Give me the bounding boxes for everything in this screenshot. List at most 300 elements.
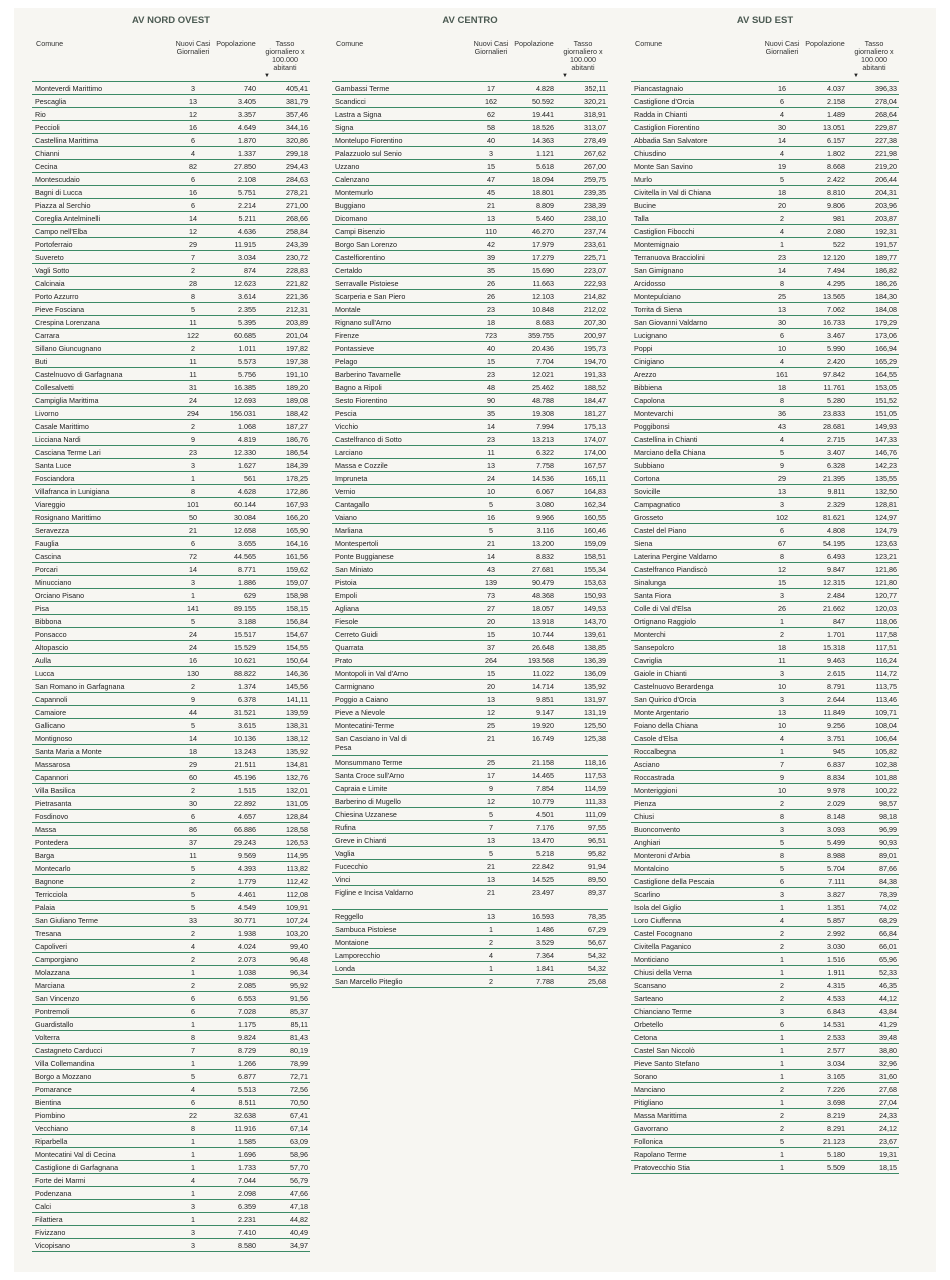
cell-nuovi-casi: 10: [778, 786, 786, 795]
cell-tasso: 197,38: [286, 357, 308, 366]
table-row: [32, 1057, 310, 1070]
table-row: [631, 316, 899, 329]
cell-nuovi-casi: 16: [487, 513, 495, 522]
cell-popolazione: 22.842: [532, 862, 554, 871]
cell-comune: Vernio: [335, 487, 356, 496]
cell-comune: Capannoli: [35, 695, 68, 704]
cell-comune: Cecina: [35, 162, 58, 171]
table-row: [631, 1057, 899, 1070]
cell-popolazione: 359.755: [528, 331, 554, 340]
cell-popolazione: 11.761: [823, 383, 845, 392]
cell-comune: Rufina: [335, 823, 356, 832]
cell-nuovi-casi: 2: [191, 786, 195, 795]
table-row: [631, 1135, 899, 1148]
cell-tasso: 97,55: [588, 823, 606, 832]
cell-popolazione: 97.842: [823, 370, 845, 379]
cell-popolazione: 22.892: [234, 799, 256, 808]
table-row: [32, 316, 310, 329]
cell-tasso: 167,93: [286, 500, 308, 509]
table-row: [631, 1161, 899, 1174]
cell-tasso: 238,10: [584, 214, 606, 223]
cell-tasso: 123,63: [875, 539, 897, 548]
header-popolazione[interactable]: Popolazione: [805, 39, 845, 48]
cell-nuovi-casi: 47: [487, 175, 495, 184]
cell-popolazione: 18.526: [532, 123, 554, 132]
cell-tasso: 228,83: [286, 266, 308, 275]
cell-popolazione: 6.843: [827, 1007, 845, 1016]
header-nuovi-casi[interactable]: Nuovi Casi Giornalieri: [473, 39, 509, 56]
cell-tasso: 54,32: [588, 951, 606, 960]
cell-popolazione: 9.811: [827, 487, 845, 496]
cell-popolazione: 1.068: [238, 422, 256, 431]
cell-nuovi-casi: 1: [780, 955, 784, 964]
cell-comune: Ponte Buggianese: [335, 552, 394, 561]
cell-nuovi-casi: 24: [189, 396, 197, 405]
cell-comune: Sesto Fiorentino: [335, 396, 388, 405]
cell-comune: Chianni: [35, 149, 60, 158]
cell-popolazione: 2.533: [827, 1033, 845, 1042]
cell-comune: Porto Azzurro: [35, 292, 79, 301]
cell-comune: Orbetello: [634, 1020, 664, 1029]
cell-nuovi-casi: 29: [189, 760, 197, 769]
cell-popolazione: 27.850: [234, 162, 256, 171]
cell-tasso: 184,08: [875, 305, 897, 314]
table-row: [332, 769, 608, 782]
cell-popolazione: 8.511: [238, 1098, 256, 1107]
table-row: [32, 1135, 310, 1148]
cell-tasso: 156,84: [286, 617, 308, 626]
cell-popolazione: 45.196: [234, 773, 256, 782]
cell-popolazione: 10.779: [532, 797, 554, 806]
sort-down-icon[interactable]: ▼: [264, 73, 270, 79]
cell-nuovi-casi: 43: [487, 565, 495, 574]
cell-nuovi-casi: 2: [780, 929, 784, 938]
table-row: [631, 407, 899, 420]
cell-popolazione: 19.920: [532, 721, 554, 730]
table-row: [631, 940, 899, 953]
table-row: [631, 173, 899, 186]
cell-tasso: 186,54: [286, 448, 308, 457]
cell-popolazione: 12.330: [234, 448, 256, 457]
cell-tasso: 405,41: [286, 84, 308, 93]
cell-comune: Santa Croce sull'Arno: [335, 771, 405, 780]
cell-comune: Pietrasanta: [35, 799, 72, 808]
cell-comune: Montemurlo: [335, 188, 373, 197]
cell-popolazione: 14.363: [532, 136, 554, 145]
cell-comune: Colle di Val d'Elsa: [634, 604, 692, 613]
cell-popolazione: 14.531: [823, 1020, 845, 1029]
cell-nuovi-casi: 4: [780, 734, 784, 743]
cell-comune: Pontassieve: [335, 344, 375, 353]
cell-popolazione: 89.155: [234, 604, 256, 613]
header-comune[interactable]: Comune: [336, 39, 364, 48]
cell-comune: Pratovecchio Stia: [634, 1163, 690, 1172]
cell-popolazione: 2.577: [827, 1046, 845, 1055]
cell-popolazione: 5.756: [238, 370, 256, 379]
table-row: [631, 212, 899, 225]
cell-tasso: 181,27: [584, 409, 606, 418]
cell-popolazione: 5.460: [536, 214, 554, 223]
cell-comune: Ponsacco: [35, 630, 67, 639]
table-row: [631, 459, 899, 472]
cell-comune: Portoferraio: [35, 240, 73, 249]
cell-popolazione: 874: [244, 266, 256, 275]
cell-nuovi-casi: 5: [780, 1137, 784, 1146]
cell-nuovi-casi: 35: [487, 266, 495, 275]
table-row: [631, 147, 899, 160]
cell-tasso: 78,39: [879, 890, 897, 899]
cell-nuovi-casi: 9: [780, 773, 784, 782]
cell-nuovi-casi: 39: [487, 253, 495, 262]
sort-down-icon[interactable]: ▼: [853, 73, 859, 79]
table-row: [332, 795, 608, 808]
cell-tasso: 108,04: [875, 721, 897, 730]
cell-tasso: 258,84: [286, 227, 308, 236]
cell-nuovi-casi: 58: [487, 123, 495, 132]
cell-nuovi-casi: 6: [191, 175, 195, 184]
cell-nuovi-casi: 5: [489, 849, 493, 858]
cell-nuovi-casi: 23: [487, 305, 495, 314]
table-row: [332, 680, 608, 693]
table-row: [32, 927, 310, 940]
cell-popolazione: 3.407: [827, 448, 845, 457]
cell-tasso: 207,30: [584, 318, 606, 327]
table-row: [332, 975, 608, 988]
cell-tasso: 89,37: [588, 888, 606, 897]
cell-nuovi-casi: 102: [776, 513, 788, 522]
cell-popolazione: 522: [833, 240, 845, 249]
cell-tasso: 146,36: [286, 669, 308, 678]
cell-nuovi-casi: 3: [191, 84, 195, 93]
zone-sud-est: [631, 8, 899, 1174]
header-nuovi-casi[interactable]: Nuovi Casi Giornalieri: [764, 39, 800, 56]
cell-tasso: 66,84: [879, 929, 897, 938]
table-row: [631, 953, 899, 966]
cell-popolazione: 15.690: [532, 266, 554, 275]
cell-tasso: 95,82: [588, 849, 606, 858]
cell-comune: Casole d'Elsa: [634, 734, 678, 743]
table-row: [32, 875, 310, 888]
cell-nuovi-casi: 13: [487, 875, 495, 884]
table-row: [32, 654, 310, 667]
table-row: [332, 394, 608, 407]
header-tasso[interactable]: Tasso giornaliero x 100.000 abitanti: [854, 39, 894, 72]
cell-nuovi-casi: 3: [191, 578, 195, 587]
cell-tasso: 200,97: [584, 331, 606, 340]
cell-comune: Borgo San Lorenzo: [335, 240, 397, 249]
cell-comune: Montespertoli: [335, 539, 379, 548]
table-row: [32, 147, 310, 160]
cell-comune: San Vincenzo: [35, 994, 80, 1003]
header-tasso[interactable]: Tasso giornaliero x 100.000 abitanti: [265, 39, 305, 72]
cell-tasso: 24,12: [879, 1124, 897, 1133]
cell-popolazione: 2.615: [827, 669, 845, 678]
cell-popolazione: 12.103: [532, 292, 554, 301]
table-row: [32, 134, 310, 147]
cell-comune: Chiusdino: [634, 149, 666, 158]
cell-comune: San Marcello Piteglio: [335, 977, 403, 986]
cell-tasso: 114,95: [286, 851, 308, 860]
table-row: [631, 251, 899, 264]
cell-tasso: 117,53: [584, 771, 606, 780]
cell-comune: Manciano: [634, 1085, 666, 1094]
cell-comune: Monteriggioni: [634, 786, 678, 795]
cell-comune: Quarrata: [335, 643, 364, 652]
cell-nuovi-casi: 8: [780, 851, 784, 860]
cell-tasso: 98,18: [879, 812, 897, 821]
table-row: [32, 446, 310, 459]
cell-nuovi-casi: 8: [191, 1033, 195, 1042]
cell-tasso: 186,76: [286, 435, 308, 444]
table-row: [32, 602, 310, 615]
cell-popolazione: 4.037: [827, 84, 845, 93]
table-row: [332, 173, 608, 186]
cell-popolazione: 10.848: [532, 305, 554, 314]
cell-popolazione: 2.080: [827, 227, 845, 236]
cell-popolazione: 16.733: [823, 318, 845, 327]
cell-nuovi-casi: 13: [487, 214, 495, 223]
cell-comune: Montepulciano: [634, 292, 681, 301]
table-row: [332, 615, 608, 628]
cell-popolazione: 10.744: [532, 630, 554, 639]
cell-nuovi-casi: 12: [778, 565, 786, 574]
cell-comune: San Romano in Garfagnana: [35, 682, 125, 691]
cell-nuovi-casi: 4: [191, 1085, 195, 1094]
table-row: [631, 342, 899, 355]
cell-tasso: 100,22: [875, 786, 897, 795]
cell-comune: Licciana Nardi: [35, 435, 81, 444]
table-row: [631, 264, 899, 277]
cell-popolazione: 2.073: [238, 955, 256, 964]
table-row: [32, 615, 310, 628]
cell-nuovi-casi: 8: [191, 1124, 195, 1133]
table-row: [631, 1096, 899, 1109]
cell-nuovi-casi: 13: [487, 461, 495, 470]
table-row: [631, 758, 899, 771]
table-row: [32, 342, 310, 355]
table-row: [631, 654, 899, 667]
cell-comune: Vaglia: [335, 849, 355, 858]
cell-nuovi-casi: 1: [489, 925, 493, 934]
cell-nuovi-casi: 3: [191, 1228, 195, 1237]
cell-tasso: 174,00: [584, 448, 606, 457]
header-comune[interactable]: Comune: [36, 39, 64, 48]
sort-down-icon[interactable]: ▼: [562, 73, 568, 79]
cell-nuovi-casi: 5: [780, 864, 784, 873]
cell-comune: Buonconvento: [634, 825, 680, 834]
cell-popolazione: 50.592: [532, 97, 554, 106]
table-row: [631, 1031, 899, 1044]
cell-tasso: 201,04: [286, 331, 308, 340]
cell-tasso: 268,66: [286, 214, 308, 223]
cell-tasso: 381,79: [286, 97, 308, 106]
cell-tasso: 313,07: [584, 123, 606, 132]
cell-popolazione: 1.489: [827, 110, 845, 119]
cell-comune: Montecatini-Terme: [335, 721, 395, 730]
cell-popolazione: 90.479: [532, 578, 554, 587]
cell-popolazione: 12.623: [234, 279, 256, 288]
cell-tasso: 113,82: [286, 864, 308, 873]
cell-comune: Poggibonsi: [634, 422, 670, 431]
cell-tasso: 158,15: [286, 604, 308, 613]
header-tasso[interactable]: Tasso giornaliero x 100.000 abitanti: [563, 39, 603, 72]
cell-nuovi-casi: 18: [487, 318, 495, 327]
cell-tasso: 189,20: [286, 383, 308, 392]
cell-popolazione: 8.809: [536, 201, 554, 210]
cell-comune: Monte San Savino: [634, 162, 693, 171]
cell-nuovi-casi: 14: [189, 214, 197, 223]
cell-nuovi-casi: 7: [489, 823, 493, 832]
table-row: [32, 108, 310, 121]
cell-nuovi-casi: 2: [191, 682, 195, 691]
table-row: [32, 1070, 310, 1083]
cell-comune: Abbadia San Salvatore: [634, 136, 708, 145]
table-row: [631, 186, 899, 199]
cell-popolazione: 193.568: [528, 656, 554, 665]
cell-nuovi-casi: 2: [780, 630, 784, 639]
cell-tasso: 44,82: [290, 1215, 308, 1224]
cell-nuovi-casi: 5: [191, 721, 195, 730]
cell-tasso: 57,70: [290, 1163, 308, 1172]
cell-nuovi-casi: 6: [191, 994, 195, 1003]
cell-nuovi-casi: 5: [780, 175, 784, 184]
cell-tasso: 221,36: [286, 292, 308, 301]
cell-nuovi-casi: 2: [191, 955, 195, 964]
cell-comune: San Casciano in Val di Pesa: [335, 734, 407, 752]
cell-comune: Uzzano: [335, 162, 360, 171]
cell-tasso: 357,46: [286, 110, 308, 119]
cell-comune: Massa: [35, 825, 57, 834]
table-row: [332, 511, 608, 524]
header-popolazione[interactable]: Popolazione: [514, 39, 554, 48]
header-popolazione[interactable]: Popolazione: [216, 39, 256, 48]
cell-tasso: 320,21: [584, 97, 606, 106]
table-row: [332, 589, 608, 602]
cell-nuovi-casi: 24: [487, 474, 495, 483]
cell-popolazione: 5.751: [238, 188, 256, 197]
cell-nuovi-casi: 3: [191, 461, 195, 470]
cell-popolazione: 5.499: [827, 838, 845, 847]
table-row: [631, 888, 899, 901]
cell-tasso: 107,24: [286, 916, 308, 925]
cell-tasso: 27,04: [879, 1098, 897, 1107]
cell-nuovi-casi: 21: [487, 862, 495, 871]
cell-tasso: 96,34: [290, 968, 308, 977]
cell-nuovi-casi: 23: [487, 370, 495, 379]
cell-tasso: 151,05: [875, 409, 897, 418]
header-comune[interactable]: Comune: [635, 39, 663, 48]
cell-popolazione: 15.517: [234, 630, 256, 639]
cell-popolazione: 16.385: [234, 383, 256, 392]
cell-popolazione: 9.147: [536, 708, 554, 717]
table-row: [32, 745, 310, 758]
cell-nuovi-casi: 2: [780, 214, 784, 223]
cell-popolazione: 4.819: [238, 435, 256, 444]
cell-nuovi-casi: 10: [778, 682, 786, 691]
cell-tasso: 166,94: [875, 344, 897, 353]
cell-nuovi-casi: 1: [780, 903, 784, 912]
cell-popolazione: 3.655: [238, 539, 256, 548]
cell-tasso: 32,96: [879, 1059, 897, 1068]
cell-comune: Terricciola: [35, 890, 68, 899]
cell-tasso: 63,09: [290, 1137, 308, 1146]
cell-nuovi-casi: 1: [780, 747, 784, 756]
table-row: [32, 368, 310, 381]
cell-tasso: 278,21: [286, 188, 308, 197]
cell-comune: Capraia e Limite: [335, 784, 388, 793]
cell-nuovi-casi: 11: [189, 370, 197, 379]
cell-comune: Podenzana: [35, 1189, 72, 1198]
cell-nuovi-casi: 13: [487, 695, 495, 704]
cell-tasso: 154,67: [286, 630, 308, 639]
table-row: [631, 589, 899, 602]
cell-tasso: 124,97: [875, 513, 897, 522]
cell-nuovi-casi: 21: [487, 734, 495, 743]
cell-nuovi-casi: 16: [778, 84, 786, 93]
cell-popolazione: 5.618: [536, 162, 554, 171]
table-row: [32, 589, 310, 602]
table-row: [332, 923, 608, 936]
cell-tasso: 159,62: [286, 565, 308, 574]
header-nuovi-casi[interactable]: Nuovi Casi Giornalieri: [175, 39, 211, 56]
cell-nuovi-casi: 14: [189, 565, 197, 574]
cell-tasso: 78,35: [588, 912, 606, 921]
cell-comune: Vinci: [335, 875, 351, 884]
table-row: [631, 615, 899, 628]
table-row: [32, 979, 310, 992]
cell-popolazione: 5.573: [238, 357, 256, 366]
table-row: [32, 485, 310, 498]
cell-comune: Cerreto Guidi: [335, 630, 378, 639]
cell-tasso: 212,02: [584, 305, 606, 314]
table-row: [32, 264, 310, 277]
cell-popolazione: 4.501: [536, 810, 554, 819]
cell-nuovi-casi: 21: [487, 888, 495, 897]
table-row: [631, 979, 899, 992]
table-row: [332, 290, 608, 303]
cell-comune: Castiglion Fibocchi: [634, 227, 695, 236]
cell-popolazione: 8.683: [536, 318, 554, 327]
table-row: [631, 797, 899, 810]
cell-tasso: 147,33: [875, 435, 897, 444]
table-row: [631, 550, 899, 563]
cell-comune: Castellina in Chianti: [634, 435, 698, 444]
cell-popolazione: 21.395: [823, 474, 845, 483]
cell-comune: Guardistallo: [35, 1020, 74, 1029]
table-row: [332, 706, 608, 719]
cell-popolazione: 8.668: [827, 162, 845, 171]
cell-comune: Villafranca in Lunigiana: [35, 487, 110, 496]
cell-tasso: 125,38: [584, 734, 606, 743]
cell-nuovi-casi: 4: [780, 110, 784, 119]
table-row: [332, 381, 608, 394]
cell-tasso: 227,38: [875, 136, 897, 145]
cell-popolazione: 2.214: [238, 201, 256, 210]
cell-comune: Campiglia Marittima: [35, 396, 99, 405]
cell-popolazione: 3.080: [536, 500, 554, 509]
cell-comune: Castelnuovo di Garfagnana: [35, 370, 123, 379]
table-row: [332, 368, 608, 381]
cell-comune: Grosseto: [634, 513, 664, 522]
table-row: [332, 719, 608, 732]
table-row: [631, 1070, 899, 1083]
cell-tasso: 95,92: [290, 981, 308, 990]
cell-popolazione: 8.988: [827, 851, 845, 860]
cell-nuovi-casi: 3: [489, 149, 493, 158]
cell-tasso: 153,63: [584, 578, 606, 587]
cell-tasso: 117,58: [875, 630, 897, 639]
cell-nuovi-casi: 40: [487, 136, 495, 145]
